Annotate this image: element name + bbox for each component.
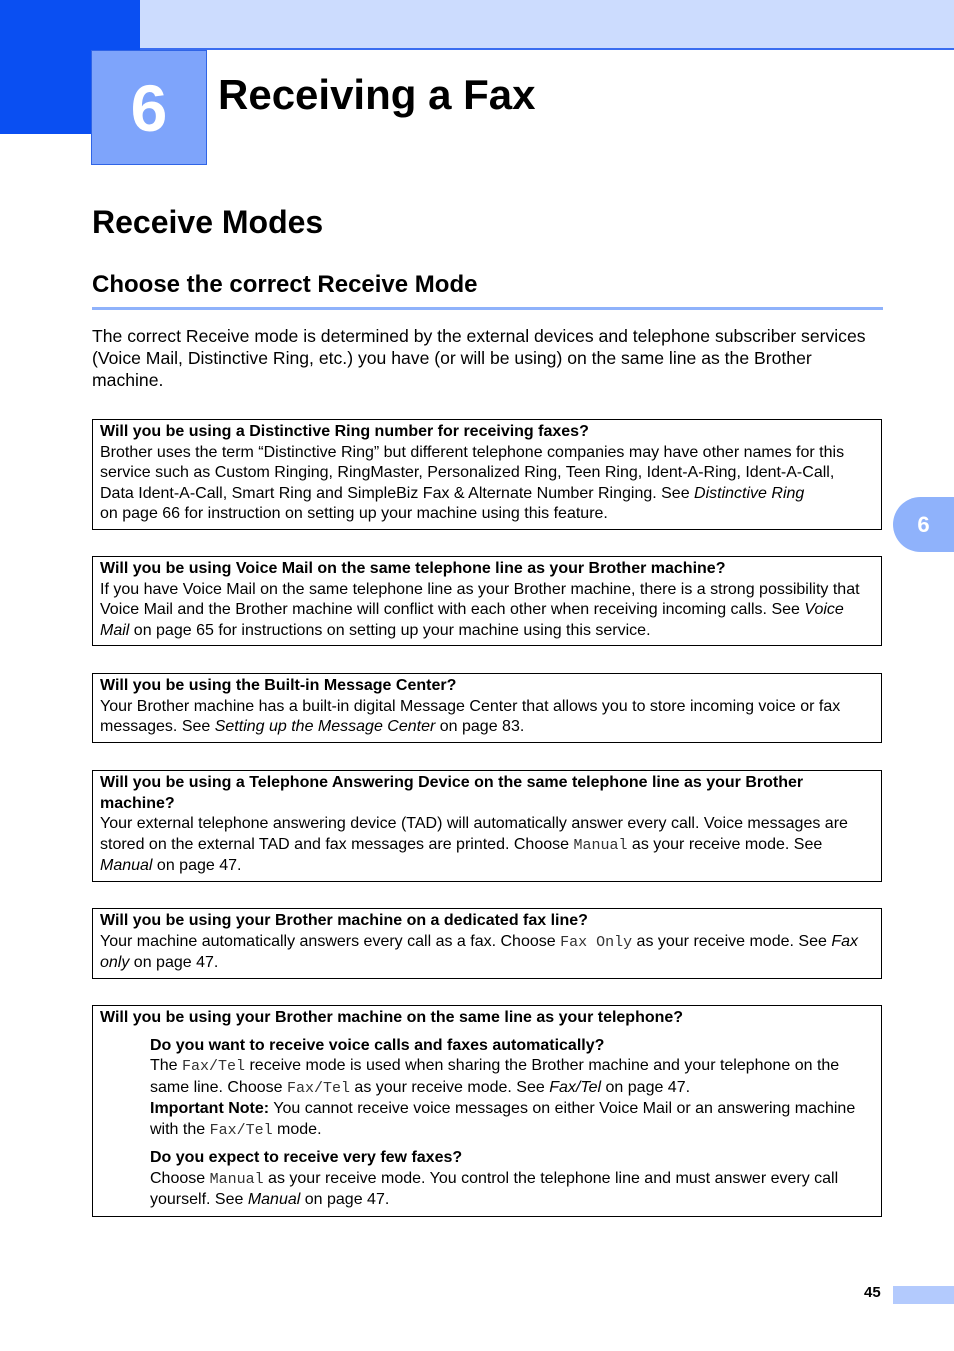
- cross-reference-link[interactable]: Fax/Tel: [549, 1078, 602, 1096]
- answer-text: The: [150, 1057, 183, 1074]
- cross-reference-link[interactable]: Manual: [100, 857, 153, 874]
- box-question: Will you be using your Brother machine on the same line as your telephone?: [100, 1009, 684, 1026]
- page-number: 45: [864, 1284, 881, 1301]
- box-question: Will you be using a Telephone Answering Device on the same telephone line as your Brother machine?: [100, 774, 804, 812]
- sub-question: Do you want to receive voice calls and faxes automatically?: [150, 1036, 605, 1054]
- answer-text: Your Brother machine has a built-in digital Message Center that allows you to store incoming voice or fax messages. See: [100, 697, 841, 735]
- question-box-voice-mail: [92, 556, 882, 646]
- answer-text: on page 66 for instruction on setting up your machine using this feature.: [100, 505, 608, 522]
- mode-code: Fax Only: [560, 933, 633, 951]
- answer-text: Choose: [150, 1169, 210, 1187]
- sub-answer: [150, 1169, 871, 1211]
- box-answer: [100, 443, 871, 525]
- note-label: Important Note:: [150, 1100, 270, 1117]
- box-question: Will you be using a Distinctive Ring number for receiving faxes?: [100, 423, 589, 440]
- answer-text: on page 65 for instructions on setting up your machine using this service.: [129, 621, 651, 639]
- intro-paragraph: The correct Receive mode is determined by the external devices and telephone subscriber services (Voice Mail, Distinctive Ring, etc.) you have (or will be using) on the same line as the Brother machine.: [92, 326, 866, 390]
- answer-text: mode.: [272, 1120, 322, 1138]
- mode-code: Manual: [209, 1170, 264, 1188]
- box-question: Will you be using Voice Mail on the same telephone line as your Brother machine?: [100, 560, 726, 577]
- mode-code: Fax/Tel: [286, 1079, 350, 1097]
- side-tab-number: 6: [917, 511, 930, 537]
- answer-text: as your receive mode. See: [349, 1078, 550, 1096]
- page-number-bar: [893, 1286, 954, 1304]
- box-question: Will you be using the Built-in Message Center?: [100, 677, 457, 694]
- box-answer: [100, 932, 871, 974]
- sub-question: Do you expect to receive very few faxes?: [150, 1149, 463, 1166]
- mode-code: Fax/Tel: [209, 1121, 273, 1139]
- cross-reference-link[interactable]: Voice Mail: [100, 601, 844, 639]
- answer-text: Brother uses the term “Distinctive Ring” but different telephone companies may have other names for this service such as Custom Ringing, RingMaster, Personalized Ring, Teen Ring, Ident-A-Ring, Ident-A-Call, Data Ident-A-Call, Smart Ring and SimpleBiz Fax & Alternate Number Ringing. See: [100, 443, 845, 502]
- answer-text: You cannot receive voice messages on either Voice Mail or an answering machine with the: [150, 1100, 856, 1138]
- answer-text: on page 47.: [601, 1078, 691, 1096]
- header-strip: [140, 0, 954, 50]
- box-answer: [100, 580, 871, 642]
- question-box-message-center: [92, 673, 882, 743]
- chapter-number: 6: [130, 70, 168, 145]
- box-answer: [100, 697, 871, 738]
- box-question: Will you be using your Brother machine on a dedicated fax line?: [100, 912, 588, 929]
- question-box-distinctive-ring: [92, 419, 882, 530]
- answer-text: on page 47.: [129, 954, 219, 971]
- answer-text: as your receive mode. You control the telephone line and must answer every call yourself. See: [150, 1169, 839, 1208]
- question-box-shared-line: [92, 1005, 882, 1217]
- answer-text: receive mode is used when sharing the Brother machine and your telephone on the same line. Choose: [150, 1057, 840, 1096]
- chapter-number-box: [91, 50, 207, 165]
- answer-text: Your external telephone answering device (TAD) will automatically answer every call. Voice messages are stored on the external TAD and fax messages are printed. Choose: [100, 815, 848, 853]
- answer-text: on page 47.: [152, 857, 242, 874]
- chapter-side-tab: [893, 497, 954, 552]
- question-box-dedicated-fax: [92, 908, 882, 979]
- cross-reference-link[interactable]: Distinctive Ring: [694, 484, 805, 502]
- subsection-rule: [92, 307, 883, 310]
- section-title: Receive Modes: [92, 204, 324, 240]
- sub-question-automatic: [150, 1036, 871, 1142]
- subsection-title: Choose the correct Receive Mode: [92, 271, 478, 298]
- cross-reference-link[interactable]: Setting up the Message Center: [214, 718, 436, 735]
- answer-text: as your receive mode. See: [627, 835, 823, 853]
- important-note: [150, 1099, 871, 1141]
- answer-text: as your receive mode. See: [632, 932, 832, 950]
- sub-answer: [150, 1056, 871, 1099]
- cross-reference-link[interactable]: Fax only: [100, 932, 858, 971]
- question-box-answering-device: [92, 770, 882, 882]
- answer-text: on page 83.: [435, 718, 525, 735]
- sub-question-few-faxes: [150, 1148, 871, 1211]
- box-answer: [100, 814, 871, 877]
- mode-code: Manual: [573, 836, 628, 854]
- chapter-title: Receiving a Fax: [218, 71, 536, 118]
- answer-text: If you have Voice Mail on the same telephone line as your Brother machine, there is a strong possibility that Voice Mail and the Brother machine will conflict with each other when receiving incoming calls. See: [100, 580, 860, 618]
- cross-reference-link[interactable]: Manual: [247, 1191, 301, 1208]
- answer-text: Your machine automatically answers every call as a fax. Choose: [100, 932, 561, 950]
- mode-code: Fax/Tel: [182, 1058, 246, 1075]
- answer-text: on page 47.: [300, 1191, 390, 1208]
